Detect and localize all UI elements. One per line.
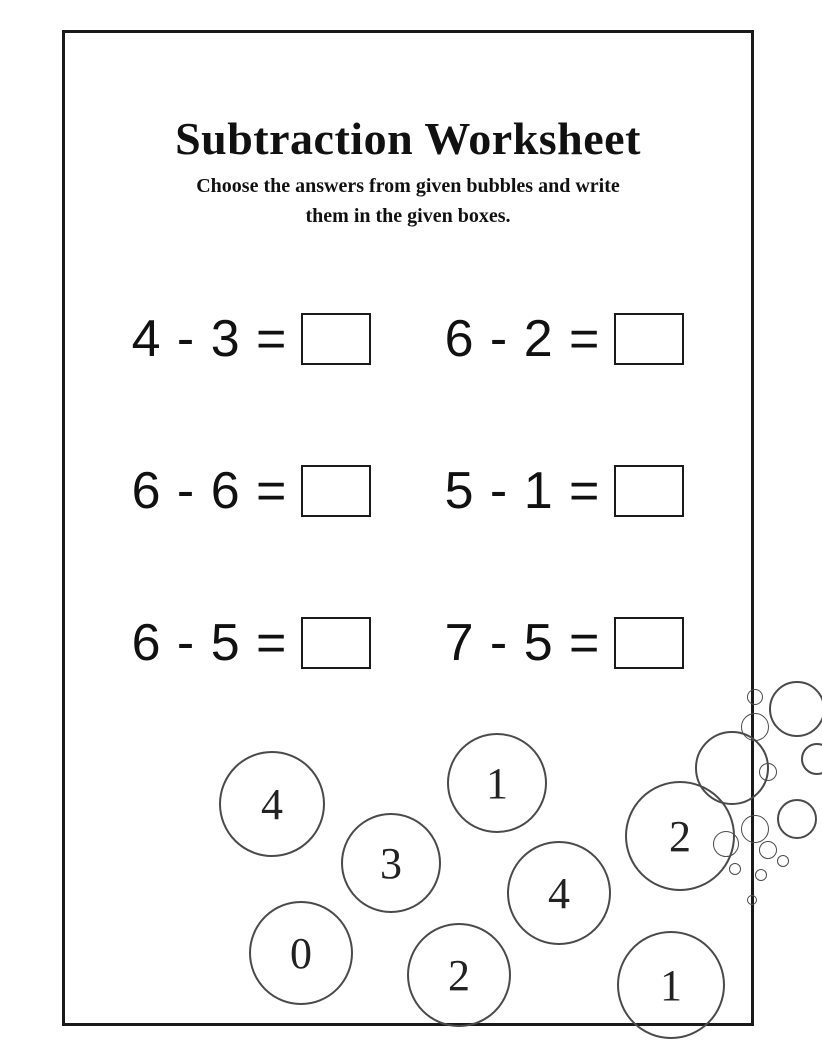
answer-bubble[interactable] — [507, 841, 611, 945]
answer-bubble-label: 1 — [660, 960, 682, 1010]
problem-expression: 6 - 2 = — [444, 310, 601, 368]
answer-bubble[interactable] — [407, 923, 511, 1027]
answer-box[interactable] — [301, 313, 371, 365]
answer-bubble-label: 4 — [261, 779, 283, 829]
decorative-bubble-icon — [741, 713, 769, 741]
problem-expression: 6 - 6 = — [131, 462, 288, 520]
decorative-bubble-icon — [729, 863, 741, 875]
page-title: Subtraction Worksheet — [175, 112, 641, 164]
answer-box[interactable] — [301, 617, 371, 669]
answer-bubble[interactable] — [617, 931, 725, 1039]
decorative-bubble-icon — [777, 799, 817, 839]
answer-bubble[interactable] — [447, 733, 547, 833]
decorative-bubble-icon — [755, 869, 767, 881]
answer-box[interactable] — [614, 617, 684, 669]
answer-bubble-label: 0 — [290, 928, 312, 978]
problem-item — [408, 461, 721, 521]
answer-bubble-label: 2 — [669, 811, 691, 861]
problem-item — [95, 309, 408, 369]
decorative-bubble-icon — [747, 895, 757, 905]
answer-bubble[interactable] — [341, 813, 441, 913]
answer-box[interactable] — [614, 313, 684, 365]
answer-bubble[interactable] — [219, 751, 325, 857]
problem-row — [95, 415, 721, 567]
decorative-bubble-icon — [759, 841, 777, 859]
worksheet-frame — [62, 30, 754, 1026]
decorative-bubble-icon — [769, 681, 822, 737]
decorative-bubble-icon — [801, 743, 822, 775]
answer-bubble[interactable] — [625, 781, 735, 891]
problem-expression: 5 - 1 = — [444, 462, 601, 520]
decorative-bubble-icon — [777, 855, 789, 867]
problem-list — [95, 263, 721, 719]
problem-item — [95, 461, 408, 521]
answer-bubble-label: 3 — [380, 838, 402, 888]
problem-item — [408, 613, 721, 673]
decorative-bubble-icon — [747, 689, 763, 705]
problem-expression: 7 - 5 = — [444, 614, 601, 672]
problem-expression: 6 - 5 = — [131, 614, 288, 672]
answer-bubble-label: 4 — [548, 868, 570, 918]
answer-bubble[interactable] — [249, 901, 353, 1005]
problem-item — [408, 309, 721, 369]
answer-bubble-label: 1 — [486, 758, 508, 808]
decorative-bubble-icon — [741, 815, 769, 843]
problem-expression: 4 - 3 = — [131, 310, 288, 368]
answer-bubble-label: 2 — [448, 950, 470, 1000]
problem-item — [95, 613, 408, 673]
answer-bubble-cluster — [129, 673, 819, 1057]
problem-row — [95, 263, 721, 415]
answer-box[interactable] — [614, 465, 684, 517]
decorative-bubble-icon — [759, 763, 777, 781]
answer-box[interactable] — [301, 465, 371, 517]
instructions-text: Choose the answers from given bubbles and write them in the given boxes. — [196, 175, 620, 227]
